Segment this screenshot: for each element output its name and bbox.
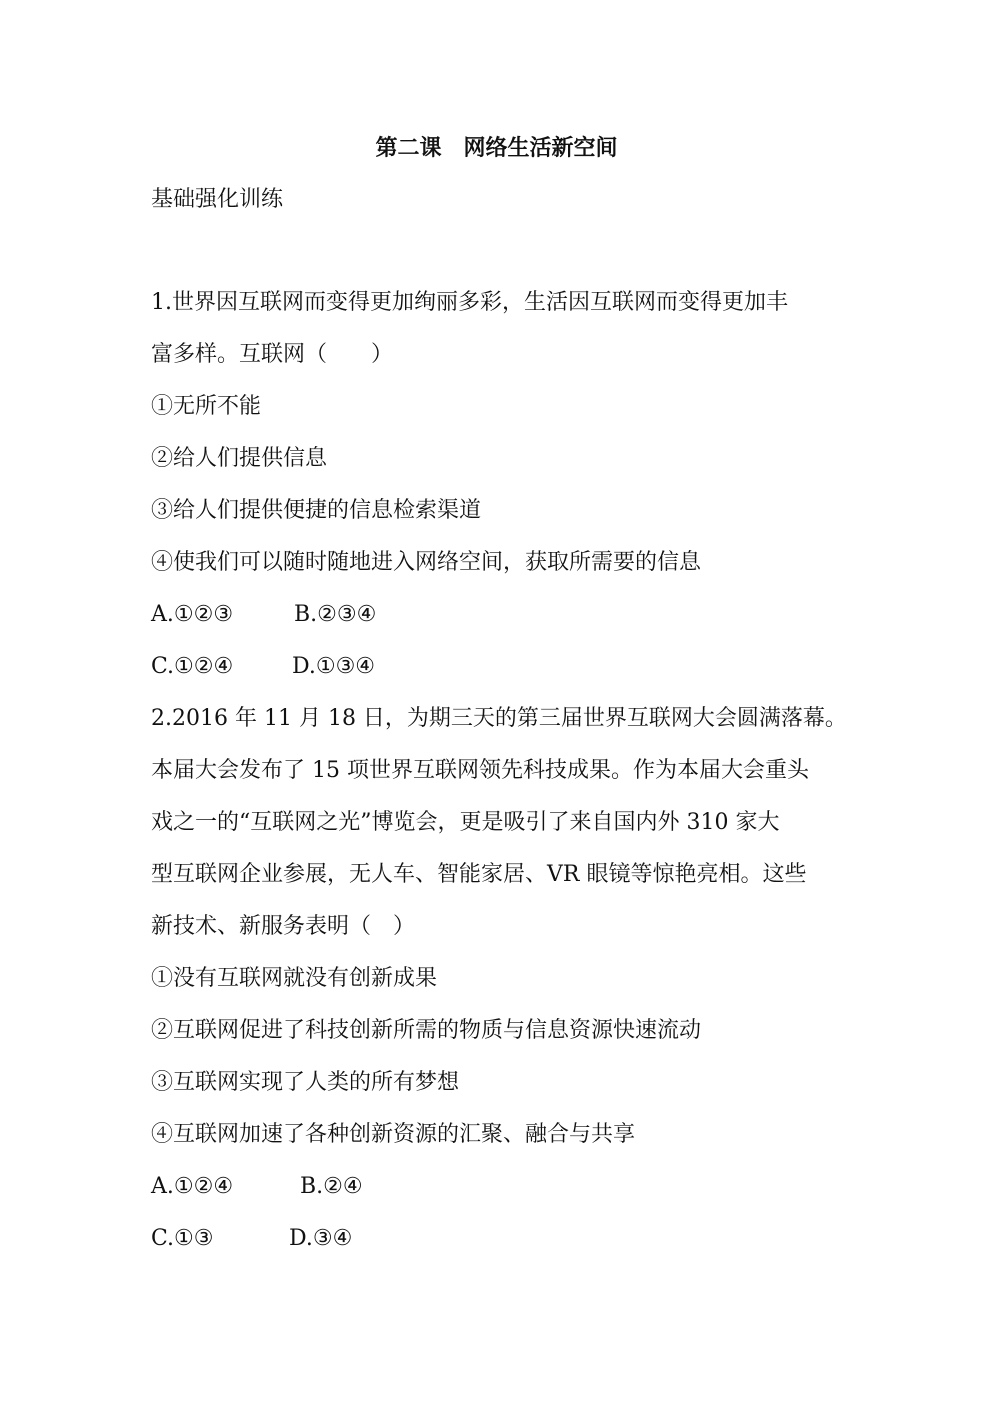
question-2-option-d: D.③④: [289, 1226, 353, 1251]
question-2-option-row-2: [151, 1224, 214, 1254]
question-2-option-d-wrap: [289, 1224, 352, 1254]
question-1-option-a: A.①②③: [151, 602, 234, 627]
question-1-statement-1: ①无所不能: [151, 394, 262, 419]
question-2-stem-line-2: 本届大会发布了 15 项世界互联网领先科技成果。作为本届大会重头: [151, 758, 809, 783]
lesson-title: 第二课 网络生活新空间: [375, 135, 618, 161]
question-2-stem-line-5: 新技术、新服务表明（ ）: [151, 914, 416, 939]
question-2-statement-4: ④互联网加速了各种创新资源的汇聚、融合与共享: [151, 1122, 636, 1147]
question-1-option-row-2: [151, 652, 233, 682]
question-1-option-c: C.①②④: [151, 654, 234, 679]
question-1-option-d-wrap: [292, 652, 375, 682]
question-2-stem-line-3: 戏之一的“互联网之光”博览会，更是吸引了来自国内外 310 家大: [151, 810, 780, 835]
question-2-statement-3: ③互联网实现了人类的所有梦想: [151, 1070, 460, 1095]
question-2-stem-line-1: 2.2016 年 11 月 18 日，为期三天的第三届世界互联网大会圆满落幕。: [151, 706, 847, 731]
question-1-option-b: B.②③④: [294, 602, 377, 627]
question-2-stem-line-4: 型互联网企业参展，无人车、智能家居、VR 眼镜等惊艳亮相。这些: [151, 862, 807, 887]
question-1-option-row-1: [151, 600, 233, 630]
question-1-statement-4: ④使我们可以随时随地进入网络空间，获取所需要的信息: [151, 550, 702, 575]
question-1-stem-line-2: 富多样。互联网（ ）: [151, 342, 394, 367]
question-1-statement-2: ②给人们提供信息: [151, 446, 328, 471]
question-1-statement-3: ③给人们提供便捷的信息检索渠道: [151, 498, 482, 523]
question-2-option-b: B.②④: [300, 1174, 363, 1199]
question-2-option-row-1: [151, 1172, 233, 1202]
question-2-option-a: A.①②④: [151, 1174, 234, 1199]
question-2-statement-2: ②互联网促进了科技创新所需的物质与信息资源快速流动: [151, 1018, 702, 1043]
question-2-option-b-wrap: [300, 1172, 363, 1202]
question-2-option-c: C.①③: [151, 1226, 214, 1251]
question-1-option-d: D.①③④: [292, 654, 376, 679]
section-heading: 基础强化训练: [151, 187, 284, 212]
question-1-option-b-wrap: [294, 600, 376, 630]
question-2-statement-1: ①没有互联网就没有创新成果: [151, 966, 438, 991]
question-1-stem-line-1: 1.世界因互联网而变得更加绚丽多彩，生活因互联网而变得更加丰: [151, 290, 788, 315]
